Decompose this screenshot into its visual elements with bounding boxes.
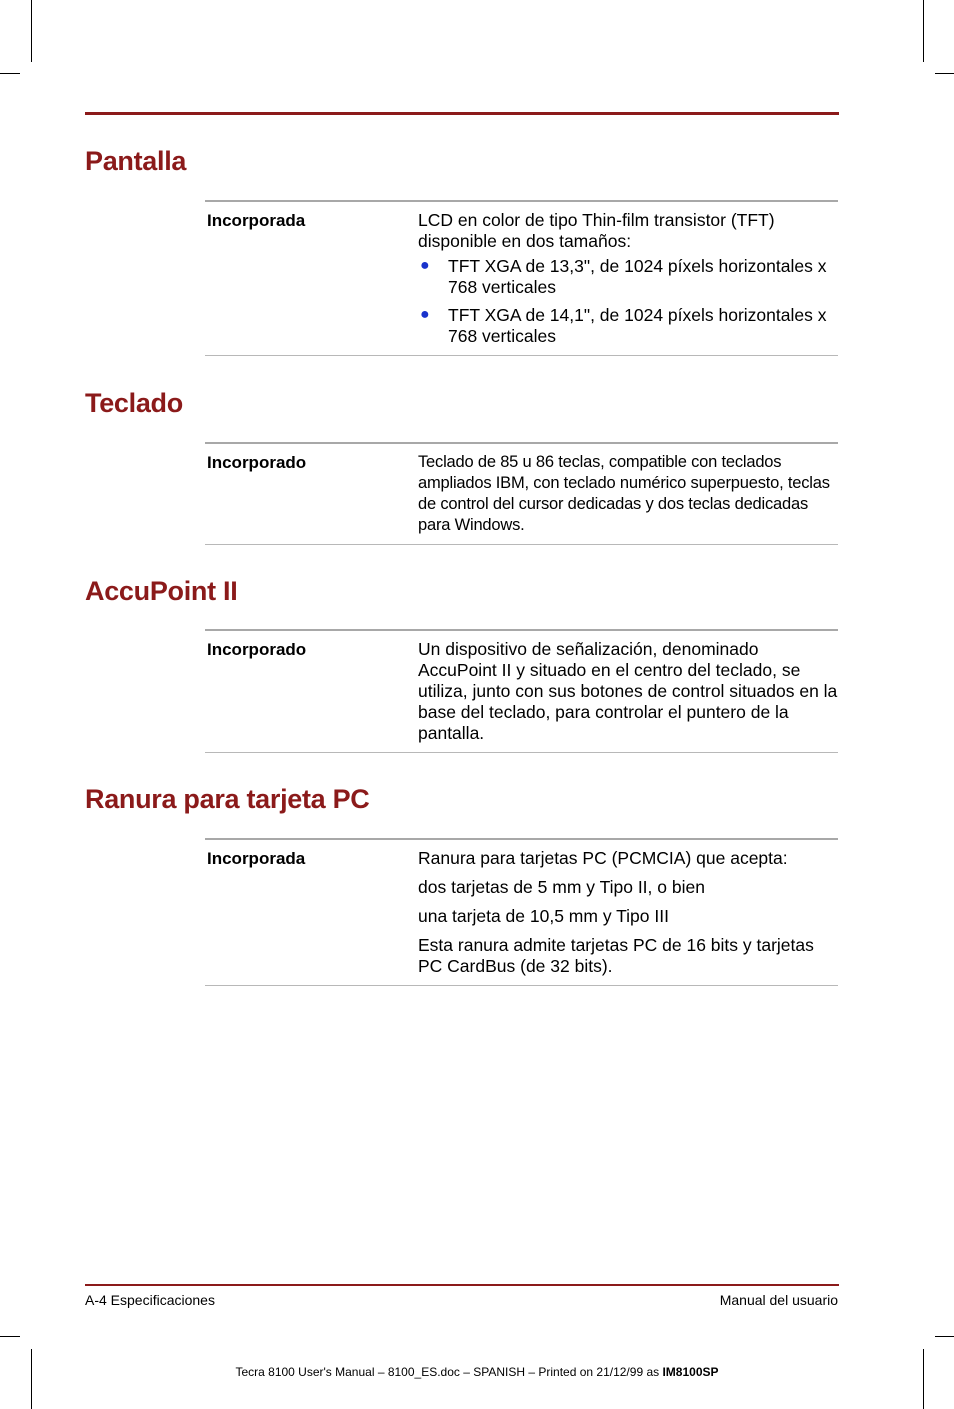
spec-row xyxy=(205,840,838,985)
crop-mark xyxy=(935,73,954,74)
spec-description xyxy=(418,631,838,752)
spec-label: Incorporada xyxy=(207,849,306,868)
table-rule-bottom xyxy=(205,985,838,986)
table-rule-bottom xyxy=(205,752,838,753)
spec-row xyxy=(205,202,838,355)
list-item xyxy=(418,305,838,347)
section-title-pantalla: Pantalla xyxy=(85,146,187,176)
spec-label: Incorporado xyxy=(207,453,307,472)
spec-table-teclado xyxy=(205,442,838,545)
print-info-code: IM8100SP xyxy=(662,1365,719,1379)
spec-table-pantalla xyxy=(205,200,838,356)
section-title-teclado: Teclado xyxy=(85,388,183,418)
crop-mark xyxy=(31,1349,32,1409)
print-info-text: Tecra 8100 User's Manual – 8100_ES.doc – SPANISH – Printed on 21/12/99 as xyxy=(235,1365,663,1379)
list-item-text: TFT XGA de 14,1", de 1024 píxels horizontales x 768 verticales xyxy=(448,305,827,346)
spec-table-accupoint xyxy=(205,629,838,753)
section-title-accupoint: AccuPoint II xyxy=(85,576,238,606)
crop-mark xyxy=(31,0,32,62)
top-rule xyxy=(85,112,839,115)
spec-label: Incorporada xyxy=(207,211,306,230)
crop-mark xyxy=(923,1349,924,1409)
spec-paragraph: Esta ranura admite tarjetas PC de 16 bits y tarjetas PC CardBus (de 32 bits). xyxy=(418,935,814,976)
spec-text: LCD en color de tipo Thin-film transistor (TFT) disponible en dos tamaños: xyxy=(418,210,775,251)
crop-mark xyxy=(0,1336,20,1337)
spec-text: Un dispositivo de señalización, denominado AccuPoint II y situado en el centro del teclado, se utiliza, junto con sus botones de control situados en la base del teclado, para controlar el puntero de la pantalla. xyxy=(418,639,838,743)
section-title-ranura: Ranura para tarjeta PC xyxy=(85,784,370,814)
spec-text: Teclado de 85 u 86 teclas, compatible con teclados ampliados IBM, con teclado numérico superpuesto, teclas de control del cursor dedicadas y dos teclas dedicadas para Windows. xyxy=(418,453,830,534)
spec-description xyxy=(418,444,838,544)
crop-mark xyxy=(0,73,20,74)
table-rule-bottom xyxy=(205,544,838,545)
footer-page-label: A-4 Especificaciones xyxy=(85,1292,215,1308)
spec-description xyxy=(418,840,838,985)
spec-row xyxy=(205,631,838,752)
spec-description xyxy=(418,202,838,355)
spec-row xyxy=(205,444,838,544)
print-info xyxy=(0,1365,954,1379)
spec-table-ranura xyxy=(205,838,838,986)
list-item xyxy=(418,256,838,298)
spec-paragraph: una tarjeta de 10,5 mm y Tipo III xyxy=(418,906,669,926)
bullet-list xyxy=(418,256,838,347)
crop-mark xyxy=(923,0,924,62)
crop-mark xyxy=(935,1336,954,1337)
list-item-text: TFT XGA de 13,3", de 1024 píxels horizontales x 768 verticales xyxy=(448,256,827,297)
spec-paragraph: Ranura para tarjetas PC (PCMCIA) que acepta: xyxy=(418,848,788,868)
table-rule-bottom xyxy=(205,355,838,356)
bullet-icon: ● xyxy=(420,306,430,323)
bullet-icon: ● xyxy=(420,257,430,274)
spec-label: Incorporado xyxy=(207,640,307,659)
footer-manual-label: Manual del usuario xyxy=(719,1292,838,1308)
spec-paragraph: dos tarjetas de 5 mm y Tipo II, o bien xyxy=(418,877,705,897)
footer-rule xyxy=(85,1284,839,1286)
